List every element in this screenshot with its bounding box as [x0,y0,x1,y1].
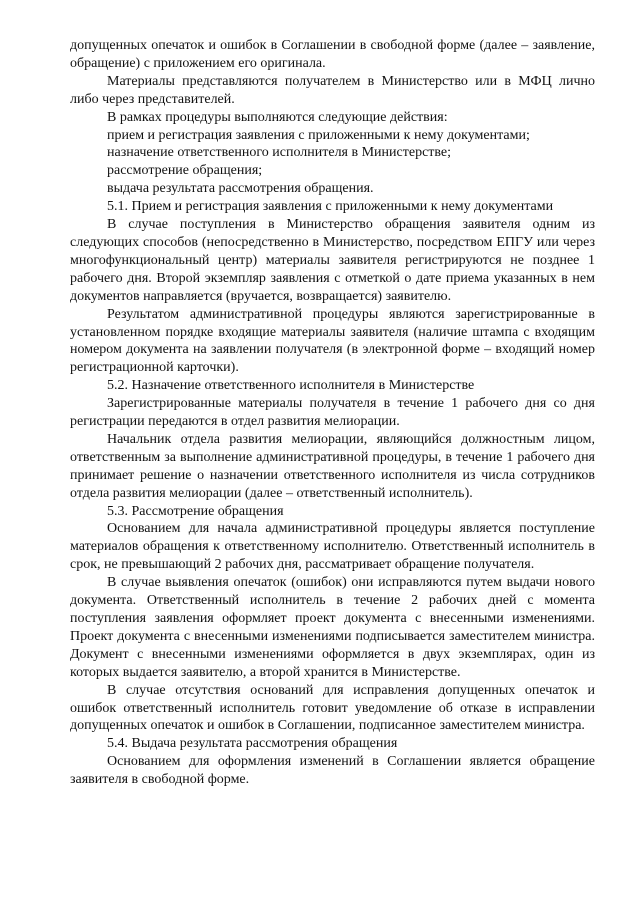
list-item: выдача результата рассмотрения обращения. [107,181,374,197]
document-page [70,37,595,789]
paragraph: В случае поступления в Министерство обращения заявителя одним из следующих способов (непосредственно в Министерство, посредством ЕПГУ или через многофункциональный центр) материалы заявителя регистрируются не позднее 1 рабочего дня. Второй экземпляр заявления с отметкой о дате приема указанных в нем документов направляется (вручается, возвращается) заявителю. [70,217,595,304]
list-item: рассмотрение обращения; [107,163,263,179]
paragraph: Результатом административной процедуры являются зарегистрированные в установленном порядке входящие материалы заявителя (наличие штампа с входящим номером документа на заявлении получателя (в электронной форме – входящий номер регистрационной карточки). [70,306,595,376]
section-heading: 5.2. Назначение ответственного исполнителя в Министерстве [107,378,475,394]
section-heading: 5.4. Выдача результата рассмотрения обращения [107,736,398,752]
paragraph: В случае отсутствия оснований для исправления допущенных опечаток и ошибок ответственный исполнитель готовит уведомление об отказе в исправлении допущенных опечаток и ошибок в Соглашении, подписанное заместителем министра. [70,682,595,734]
paragraph: Основанием для начала административной процедуры является поступление материалов обращения к ответственному исполнителю. Ответственный исполнитель в срок, не превышающий 2 рабочих дня, рассматривает обращение получателя. [70,521,595,573]
paragraph: допущенных опечаток и ошибок в Соглашении в свободной форме (далее – заявление, обращение) с приложением его оригинала. [70,38,595,71]
section-heading: 5.1. Прием и регистрация заявления с приложенными к нему документами [107,199,554,215]
paragraph: Основанием для оформления изменений в Соглашении является обращение заявителя в свободной форме. [70,754,595,788]
list-item: назначение ответственного исполнителя в Министерстве; [107,145,452,161]
section-heading: 5.3. Рассмотрение обращения [107,503,284,519]
paragraph: Материалы представляются получателем в Министерство или в МФЦ лично либо через представителей. [70,73,595,107]
list-item: прием и регистрация заявления с приложенными к нему документами; [107,127,530,143]
paragraph: Начальник отдела развития мелиорации, являющийся должностным лицом, ответственным за выполнение административной процедуры, в течение 1 рабочего дня принимает решение о назначении ответственного исполнителя из числа сотрудников отдела развития мелиорации (далее – ответственный исполнитель). [70,431,595,501]
paragraph: Зарегистрированные материалы получателя в течение 1 рабочего дня со дня регистрации передаются в отдел развития мелиорации. [70,396,595,430]
list-intro: В рамках процедуры выполняются следующие действия: [107,109,448,125]
paragraph: В случае выявления опечаток (ошибок) они исправляются путем выдачи нового документа. Ответственный исполнитель в течение 2 рабочих дней с момента поступления заявления оформляет проект документа с внесенными изменениями. Проект документа с внесенными изменениями подписывается заместителем министра. Документ с внесенными изменениями оформляется в двух экземплярах, один из которых выдается заявителю, а второй хранится в Министерстве. [70,575,595,680]
